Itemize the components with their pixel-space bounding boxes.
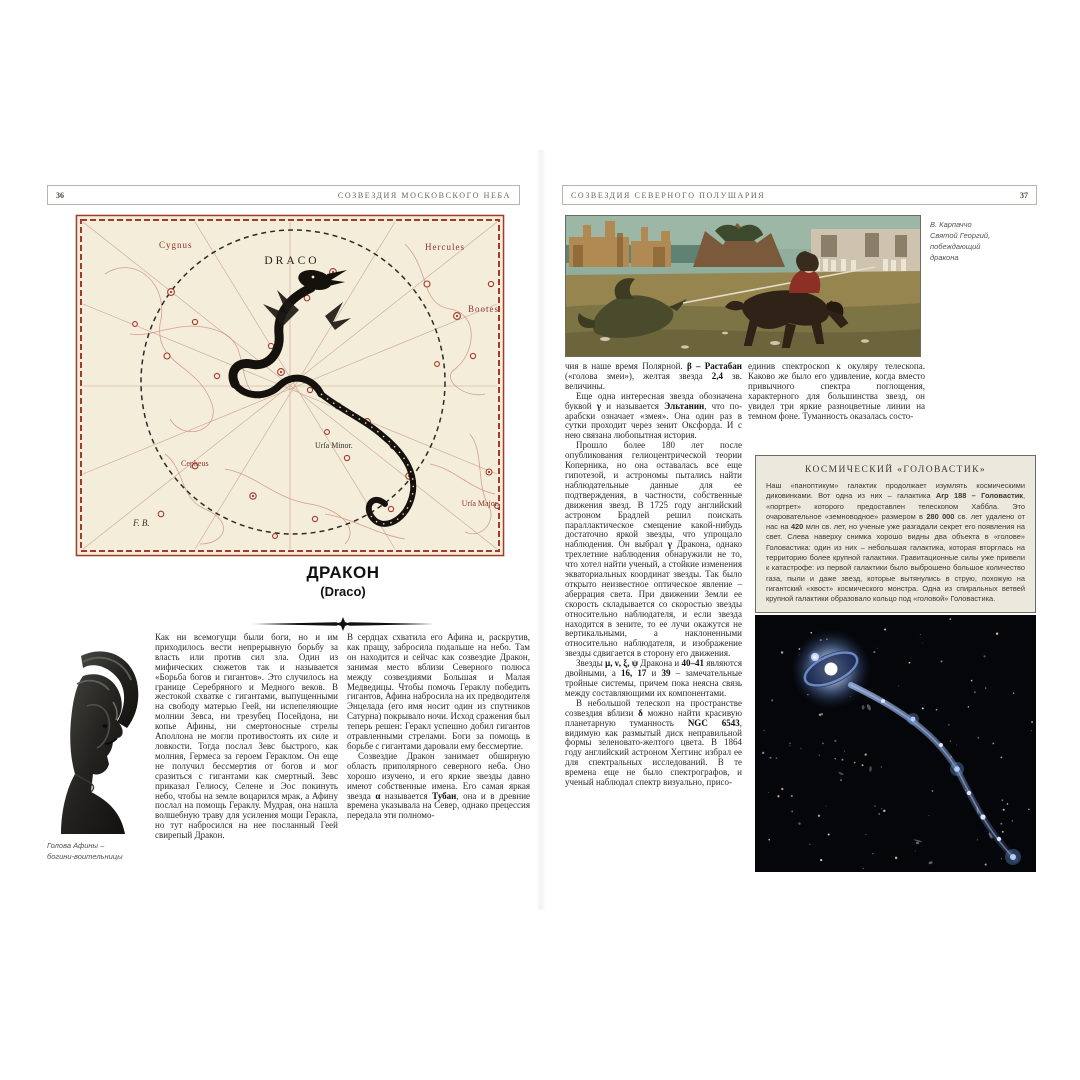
right-running-title: СОЗВЕЗДИЯ СЕВЕРНОГО ПОЛУШАРИЯ [571, 190, 766, 200]
map-label-bootes: Bootes [467, 304, 499, 314]
sidebar-text: Наш «паноптикум» галактик продолжает изумлять космическими диковинками. Вот одна из них – галактика Arp 188 – Головастик, «портрет» которого предоставлен телескопом Хаббла. Это очаровательное «земноводное» размером в 280 000 св. лет удалено от нас на 420 млн св. лет, но ученые уже разгадали секрет его появления на свет. Слева наверху снимка хорошо видны два объекта в «голове» Головастика: один из них – небольшая галактика, которая вторглась на территорию более крупной галактики. Гравитационные силы уже привели к катастрофе: из первой галактики было выброшено большое количество газа, пыли и даже звезд, которые вытянулись в струю, похожую на гигантский «хвост» космического монстра. Одна из спиральных ветвей крупной галактики образовало кольцо под «головой» Головастика. [766, 481, 1025, 604]
right-page-column-1 [565, 362, 742, 788]
map-label-cygnus: Cygnus [159, 240, 193, 250]
left-page-column-1 [155, 633, 338, 841]
tadpole-galaxy-photo [755, 615, 1036, 872]
map-label-hercules: Hercules [425, 242, 465, 252]
athena-caption-line1: Голова Афины – [47, 841, 105, 850]
body-paragraph: чия в наше время Полярной. β – Растабан («голова змеи»), желтая звезда 2,4 зв. величины. [565, 361, 742, 391]
athena-caption [47, 840, 167, 862]
body-paragraph: Еще одна интересная звезда обозначена буквой γ и называется Эльтанин, что по-арабски означает «змея». Она один раз в сутки проходит через зенит Оксфорда. И с нею связана любопытная история. [565, 390, 742, 441]
map-label-cepheus: Cepheus [181, 459, 209, 468]
body-paragraph: Созвездие Дракон занимает обширную область приполярного северного неба. Оно хорошо изучено, и его яркие звезды давно имеют собственные имена. Его самая яркая звезда α называется Тубан, она и в древние времена указывала на Север, однако прецессия передала эти полномо- [347, 750, 530, 821]
constellation-latin-name: (Draco) [320, 584, 366, 599]
athena-sculpture [47, 642, 149, 834]
right-page-column-2 [748, 362, 925, 421]
painting-caption-line1: В. Карпаччо [930, 220, 972, 229]
decorative-divider [250, 616, 436, 632]
galaxy-illustration [755, 615, 1036, 872]
page-gutter [536, 150, 546, 910]
body-paragraph: Как ни всемогущи были боги, но и им приходилось вести непрерывную борьбу за власть или против сил зла. Один из мифических сюжетов так и называется «Борьба богов и гигантов». Это случилось на границе Серебряного и Медного веков. В жестокой схватке с гигантами, выпущенными на свободу матерью Геей, ни испепеляющие молнии Зевса, ни трезубец Посейдона, ни копье Афины, ни смертоносные стрелы Аполлона не могли противостоять их силе и ловкости. Тогда послал Зевс быстрого, как молния, Гермеса за героем Гераклом. Он еще не получил бессмертия от богов и мог сразиться с гигантами как смертный. Зевс приказал Гелиосу, Селене и Эос покинуть небо, чтобы на земле воцарился мрак, а Афину послал на помощь Гераклу. Мудрая, она нашла волшебную траву для усиления мощи Геракла, но тут набросился на нее посланный Геей свирепый Дракон. [155, 632, 338, 841]
body-paragraph: единив спектроскоп к окуляру телескопа. Каково же было его удивление, когда вместо привычного спектра поглощения, характерного для большинства звезд, он увидел три яркие разноцветные линии на темном фоне. Туманность оказалась состо- [748, 361, 925, 421]
painting-caption-line3: дракона [930, 253, 959, 262]
map-label-draco: DRACO [264, 255, 320, 267]
left-running-head [47, 185, 520, 205]
athena-photo [47, 642, 149, 834]
carpaccio-painting [565, 215, 921, 357]
draco-star-map [75, 214, 505, 557]
map-label-ursa-minor: Urſa Minor. [315, 441, 353, 450]
sidebar-title: КОСМИЧЕСКИЙ «ГОЛОВАСТИК» [805, 465, 986, 475]
body-paragraph: Звезды μ, ν, ξ, ψ Дракона и 40–41 являются двойными, а 16, 17 и 39 – замечательные тройные системы, причем пока неясна связь между составляющими их компонентами. [565, 658, 743, 698]
athena-caption-line2: богини-воительницы [47, 852, 123, 861]
body-paragraph: Прошло более 180 лет после опубликования гелиоцентрической теории Коперника, но она оставалась все еще гипотезой, и астрономы пытались найти наблюдательные данные для ее подтверждения, в частности, собственные движения звезд. В 1725 году английский астроном Брадлей решил поискать параллактическое смещение какой-нибудь достаточно яркой звезды, что упрощало наблюдения. Он выбрал γ Дракона, однако трехлетние наблюдения обнаружили не то, что хотел найти ученый, а стойкие изменения экваториальных координат звезды. Так было открыто неизвестное оптическое явление – аберрация света. При движении Земли ее скорость складывается со скоростью звезды относительно наблюдателя, и если звезда находится в зените, то ее лучи окажутся не вертикальными, а наклоненными относительно наблюдателя, и изображение звезды сдвигается в сторону его движения. [565, 440, 742, 659]
right-page-number: 37 [1020, 190, 1028, 200]
map-label-ursa-major: Urſa Major. [461, 499, 499, 508]
tadpole-sidebar-box [755, 455, 1036, 613]
map-label-fb: F. B. [133, 518, 150, 528]
painting-caption-line2: Святой Георгий, побеждающий [930, 231, 991, 251]
body-paragraph: В небольшой телескоп на пространстве созвездия вблизи δ можно найти красивую планетарную туманность NGC 6543, видимую как размытый диск неправильной формы зеленовато-желтого цвета. В 1864 году английский астроном Хеггинс избрал ее для спектральных исследований. В те времена еще не было спектрографов, и ученый наблюдал спектр визуально, присо- [565, 697, 743, 788]
constellation-title: ДРАКОН [306, 563, 380, 582]
body-paragraph: В сердцах схватила его Афина и, раскрутив, как пращу, забросила подальше на небо. Там он находится и сейчас как созвездие Дракон, занимая место вблизи Северного полюса между созвездиями Большая и Малая Медведицы. Чтобы помочь Гераклу победить гигантов, Афина набросила на их предводителя Энцелада (его имя носит один из спутников Сатурна) покрывало ночи. Исход сражения был теперь решен: Геракл успешно добил гигантов отравленными стрелами. Боги за помощь в борьбе с гигантами даровали ему бессмертие. [347, 632, 530, 751]
right-running-head [562, 185, 1037, 205]
star-map-illustration [75, 214, 505, 557]
left-page-column-2 [347, 633, 530, 821]
left-running-title: СОЗВЕЗДИЯ МОСКОВСКОГО НЕБА [337, 190, 511, 200]
left-page-number: 36 [56, 190, 64, 200]
painting-caption [930, 219, 1038, 263]
